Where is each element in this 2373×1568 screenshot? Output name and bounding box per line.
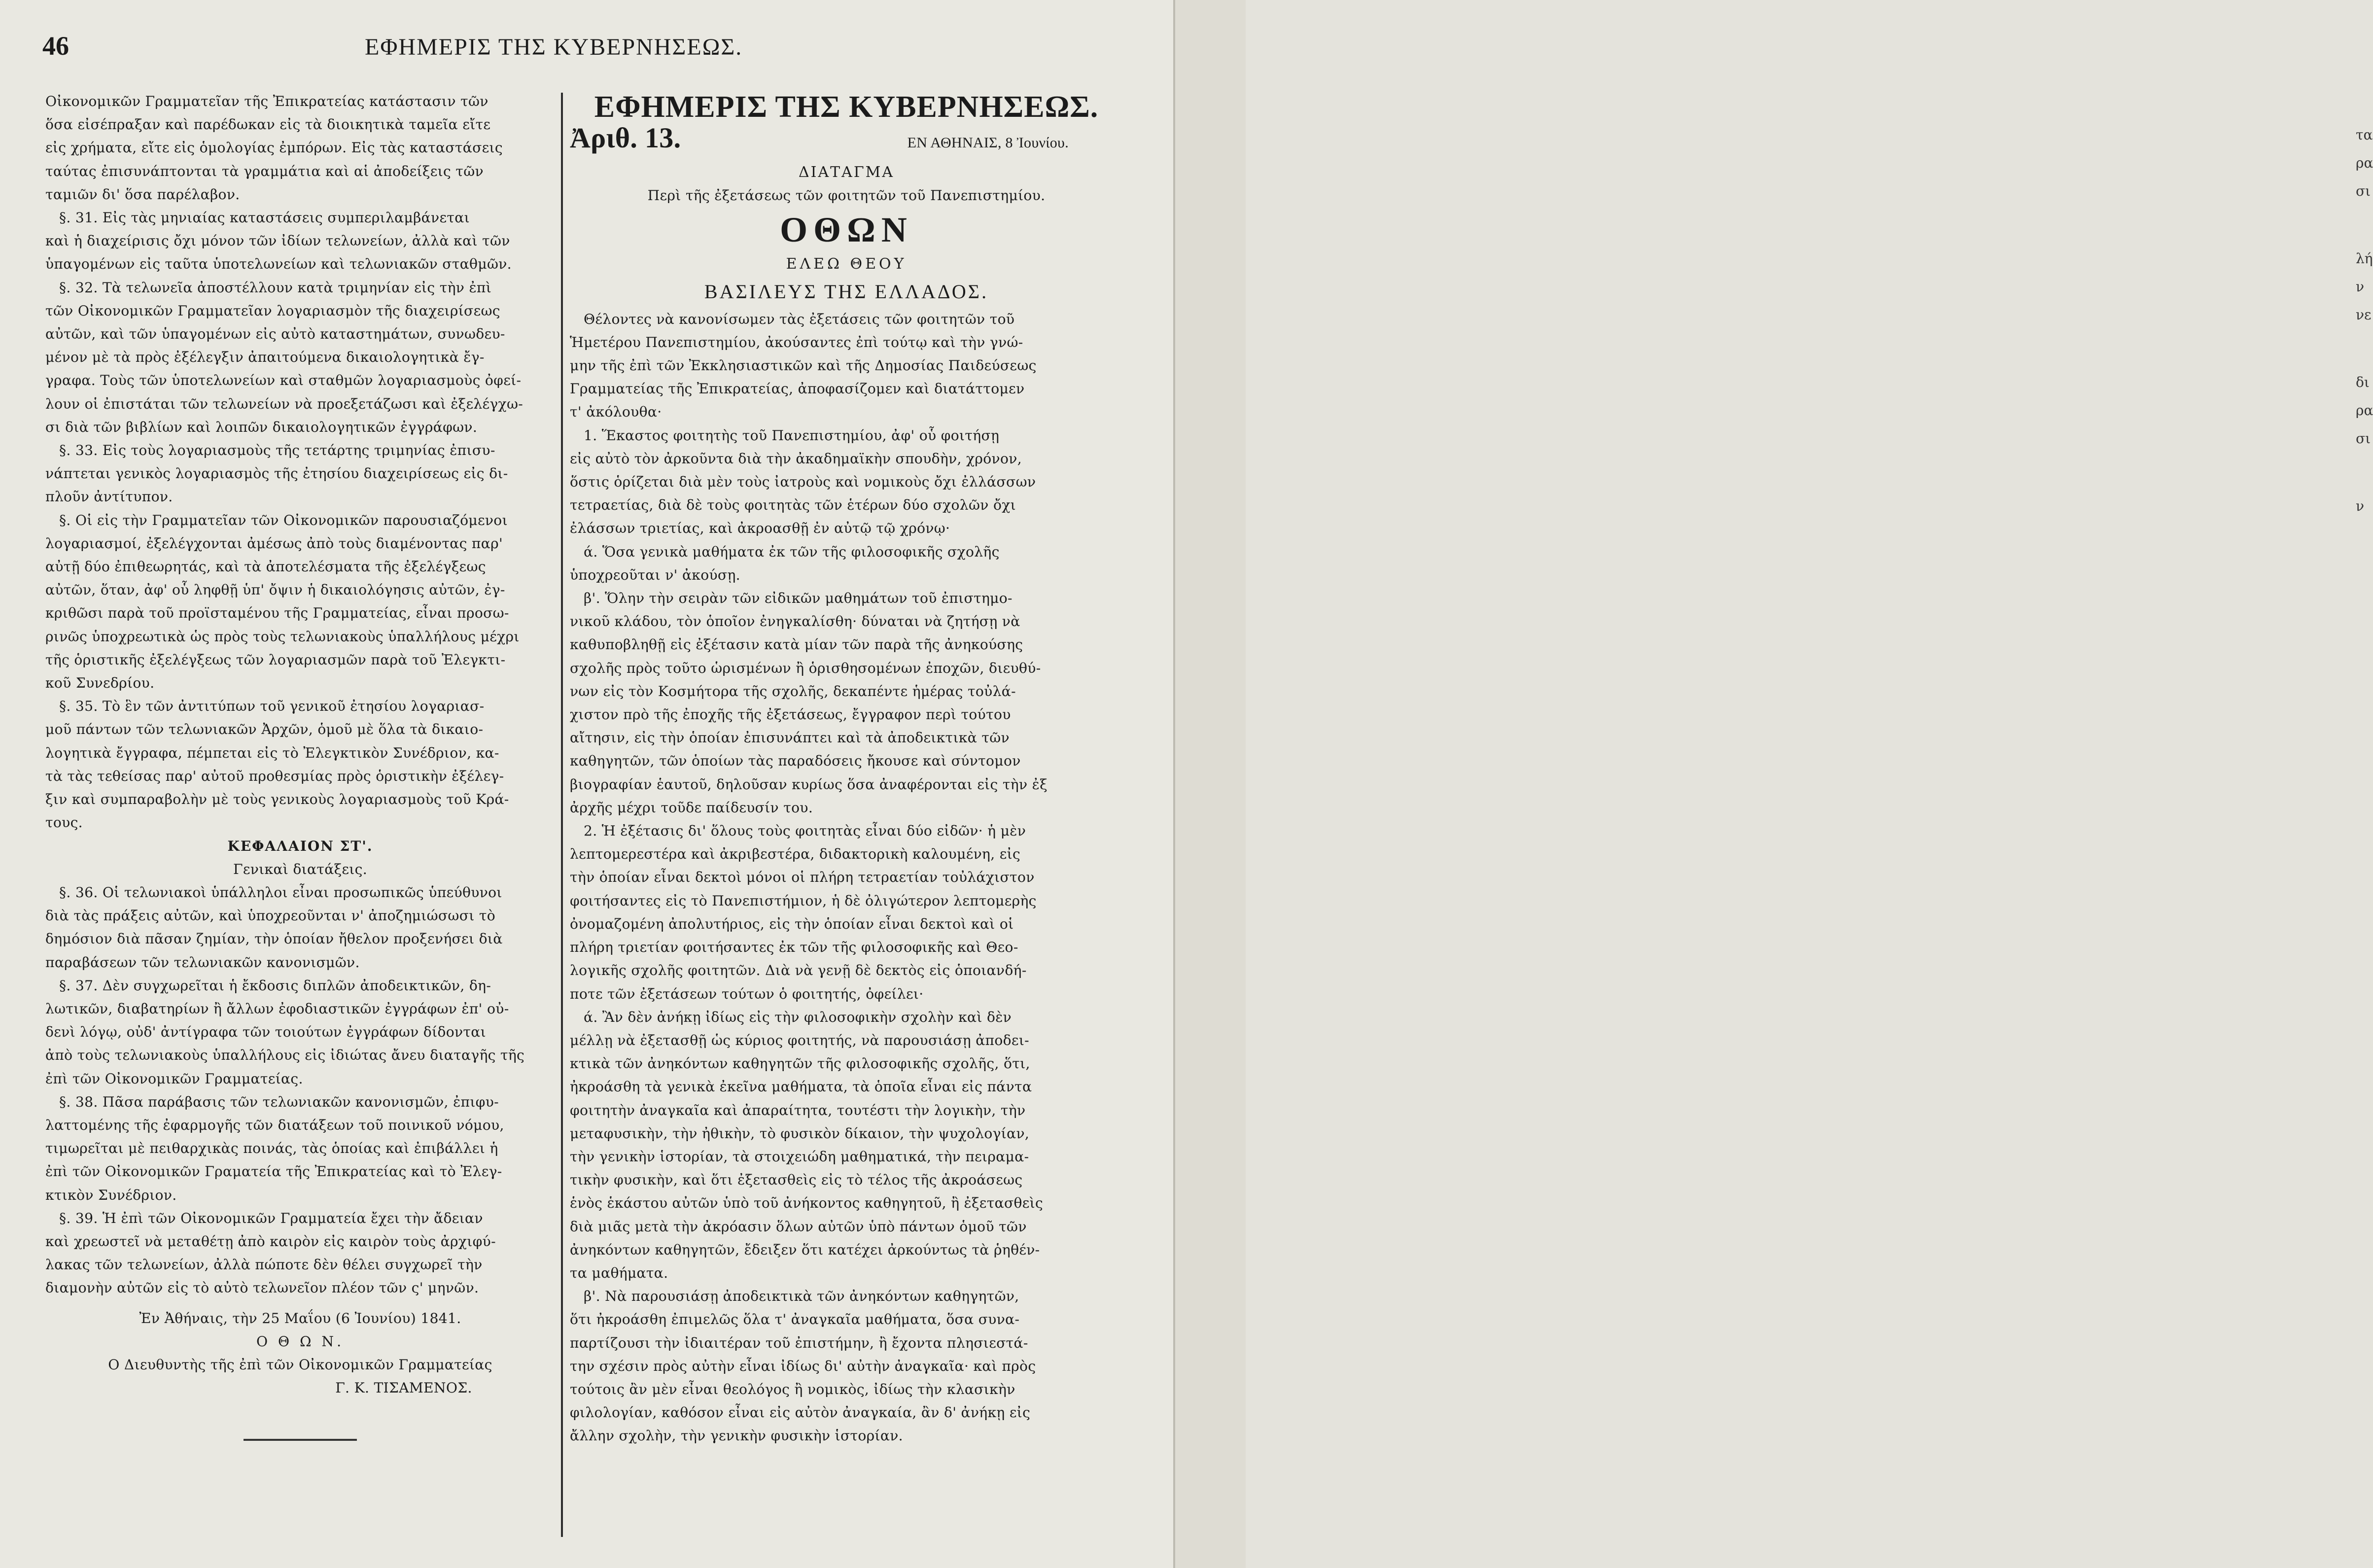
signature-title: Ο Διευθυντὴς τῆς ἐπὶ τῶν Οἰκονομικῶν Γραμματείας bbox=[108, 1356, 492, 1373]
text-line: αἴτησιν, εἰς τὴν ὁποίαν ἐπισυνάπτει καὶ τὰ ἀποδεικτικὰ τῶν bbox=[570, 730, 1010, 746]
text-line: εἰς χρήματα, εἴτε εἰς ὁμολογίας ἐμπόρων. Εἰς τὰς καταστάσεις bbox=[45, 139, 503, 156]
column-divider bbox=[561, 93, 563, 1537]
text-line: πλήρη τριετίαν φοιτήσαντες ἐκ τῶν τῆς φιλοσοφικῆς καὶ Θεο- bbox=[570, 939, 1018, 956]
adjacent-page-edge bbox=[1173, 0, 2373, 1568]
location-date: ΕΝ ΑΘΗΝΑΙΣ, 8 Ἰουνίου. bbox=[907, 135, 1069, 151]
text-line: §. 35. Τὸ ἓν τῶν ἀντιτύπων τοῦ γενικοῦ ἐτησίου λογαριασ- bbox=[59, 698, 485, 715]
text-line: ὅτι ἠκροάσθη ἐπιμελῶς ὅλα τ' ἀναγκαῖα μαθήματα, ὅσα συνα- bbox=[570, 1311, 1020, 1328]
fragment-text: ν bbox=[2356, 498, 2365, 514]
issue-line bbox=[570, 122, 1123, 161]
running-title: ΕΦΗΜΕΡΙΣ ΤΗΣ ΚΥΒΕΡΝΗΣΕΩΣ. bbox=[365, 34, 743, 60]
text-line: λεπτομερεστέρα καὶ ἀκριβεστέρα, διδακτορικὴ καλουμένη, εἰς bbox=[570, 846, 1021, 863]
text-line: φοιτήσαντες εἰς τὸ Πανεπιστήμιον, ἡ δὲ ὀλιγώτερον λεπτομερὴς bbox=[570, 892, 1037, 909]
text-line: διὰ τὰς πράξεις αὐτῶν, καὶ ὑποχρεοῦνται ν' ἀποζημιώσωσι τὸ bbox=[45, 907, 496, 924]
text-line: αὐτῶν, καὶ τῶν ὑπαγομένων εἰς αὐτὸ καταστημάτων, συνωδευ- bbox=[45, 326, 505, 343]
fragment-text: δι bbox=[2356, 374, 2370, 390]
text-line: τούτοις ἂν μὲν εἶναι θεολόγος ἢ νομικὸς, ἰδίως τὴν κλασικὴν bbox=[570, 1381, 1015, 1397]
text-line: μην τῆς ἐπὶ τῶν Ἐκκλησιαστικῶν καὶ τῆς Δημοσίας Παιδεύσεως bbox=[570, 357, 1037, 374]
text-line: τῆς ὁριστικῆς ἐξελέγξεως τῶν λογαριασμῶν παρὰ τοῦ Ἐλεγκτι- bbox=[45, 651, 506, 668]
document-type: ΔΙΑΤΑΓΜΑ bbox=[798, 164, 895, 181]
text-line: §. Οἱ εἰς τὴν Γραμματεῖαν τῶν Οἰκονομικῶν παρουσιαζόμενοι bbox=[59, 512, 508, 528]
decree-subject: Περὶ τῆς ἐξετάσεως τῶν φοιτητῶν τοῦ Πανεπιστημίου. bbox=[647, 187, 1046, 204]
text-line: καὶ ἡ διαχείρισις ὄχι μόνον τῶν ἰδίων τελωνείων, ἀλλὰ καὶ τῶν bbox=[45, 233, 510, 249]
fragment-text: ρα bbox=[2356, 155, 2373, 171]
text-line: ξιν καὶ συμπαραβολὴν μὲ τοὺς γενικοὺς λογαριασμοὺς τοῦ Κρά- bbox=[45, 791, 509, 808]
end-rule bbox=[244, 1439, 357, 1441]
text-line: Ἡμετέρου Πανεπιστημίου, ἀκούσαντες ἐπὶ τούτῳ καὶ τὴν γνώ- bbox=[570, 334, 1023, 350]
text-line: πλοῦν ἀντίτυπον. bbox=[45, 488, 173, 505]
text-line: ρινῶς ὑποχρεωτικὰ ὡς πρὸς τοὺς τελωνιακοὺς ὑπαλλήλους μέχρι bbox=[45, 628, 520, 645]
decree-date-line: Ἐν Ἀθήναις, τὴν 25 Μαΐου (6 Ἰουνίου) 1841. bbox=[139, 1310, 461, 1326]
text-line: §. 36. Οἱ τελωνιακοὶ ὑπάλληλοι εἶναι προσωπικῶς ὑπεύθυνοι bbox=[59, 884, 502, 901]
text-line: καθηγητῶν, τῶν ὁποίων τὰς παραδόσεις ἤκουσε καὶ σύντομον bbox=[570, 753, 1021, 769]
text-line: αὐτῇ δύο ἐπιθεωρητάς, καὶ τὰ ἀποτελέσματα τῆς ἐξελέγξεως bbox=[45, 558, 486, 575]
text-line: τα μαθήματα. bbox=[570, 1264, 668, 1281]
text-line: καὶ χρεωστεῖ νὰ μεταθέτῃ ἀπὸ καιρὸν εἰς καιρὸν τοὺς ἀρχιφύ- bbox=[45, 1233, 496, 1250]
text-line: ἐπὶ τῶν Οἰκονομικῶν Γραματεία τῆς Ἐπικρατείας καὶ τὸ Ἐλεγ- bbox=[45, 1163, 502, 1180]
issue-number: Ἀριθ. 13. bbox=[570, 122, 681, 154]
text-line: τὴν γενικὴν ἱστορίαν, τὰ στοιχειώδη μαθηματικά, τὴν πειραμα- bbox=[570, 1148, 1029, 1165]
text-line: §. 32. Τὰ τελωνεῖα ἀποστέλλουν κατὰ τριμηνίαν εἰς τὴν ἐπὶ bbox=[59, 279, 492, 296]
text-line: Γραμματείας τῆς Ἐπικρατείας, ἀποφασίζομεν καὶ διατάττομεν bbox=[570, 381, 1025, 397]
text-line: διαμονὴν αὐτῶν εἰς τὸ αὐτὸ τελωνεῖον πλέον τῶν ς' μηνῶν. bbox=[45, 1280, 479, 1296]
text-line: β'. Νὰ παρουσιάσῃ ἀποδεικτικὰ τῶν ἀνηκόντων καθηγητῶν, bbox=[584, 1288, 1019, 1305]
text-line: 1. Ἕκαστος φοιτητὴς τοῦ Πανεπιστημίου, ἀφ' οὗ φοιτήσῃ bbox=[584, 427, 1000, 444]
text-line: διὰ μιᾶς μετὰ τὴν ἀκρόασιν ὅλων αὐτῶν ὑπὸ πάντων ὁμοῦ τῶν bbox=[570, 1218, 1027, 1235]
text-line: τετραετίας, διὰ δὲ τοὺς φοιτητὰς τῶν ἑτέρων δύο σχολῶν ὄχι bbox=[570, 497, 1016, 514]
adjacent-page-fragments bbox=[2356, 123, 2373, 523]
text-line: 2. Ἡ ἐξέτασις δι' ὅλους τοὺς φοιτητὰς εἶναι δύο εἰδῶν· ἡ μὲν bbox=[584, 823, 1026, 839]
king-title: ΒΑΣΙΛΕΥΣ ΤΗΣ ΕΛΛΑΔΟΣ. bbox=[704, 280, 989, 303]
text-line: μένον μὲ τὰ πρὸς ἐξέλεγξιν ἀπαιτούμενα δικαιολογητικὰ ἔγ- bbox=[45, 349, 485, 366]
text-line: κριθῶσι παρὰ τοῦ προϊσταμένου τῆς Γραμματείας, εἶναι προσω- bbox=[45, 605, 509, 622]
text-line: σι διὰ τῶν βιβλίων καὶ λοιπῶν δικαιολογητικῶν ἐγγράφων. bbox=[45, 418, 478, 435]
text-line: φοιτητὴν ἀναγκαῖα καὶ ἀπαραίτητα, τουτέστι τὴν λογικὴν, τὴν bbox=[570, 1102, 1026, 1118]
fragment-text: τα bbox=[2356, 127, 2373, 143]
text-line: ταύτας ἐπισυνάπτονται τὰ γραμμάτια καὶ αἱ ἀποδείξεις τῶν bbox=[45, 163, 484, 179]
text-line: τικὴν φυσικὴν, καὶ ὅτι ἐξετασθεὶς εἰς τὸ τέλος τῆς ἀκροάσεως bbox=[570, 1172, 1023, 1188]
text-line: Θέλοντες νὰ κανονίσωμεν τὰς ἐξετάσεις τῶν φοιτητῶν τοῦ bbox=[584, 311, 1015, 327]
signature-name: Ο Θ Ω Ν. bbox=[256, 1333, 345, 1350]
text-line: ἐλάσσων τριετίας, καὶ ἀκροασθῇ ἐν αὐτῷ τῷ χρόνῳ· bbox=[570, 520, 950, 537]
text-line: εἰς αὐτὸ τὸν ἀρκοῦντα διὰ τὴν ἀκαδημαϊκὴν σπουδὴν, χρόνον, bbox=[570, 450, 1022, 467]
text-line: ταμιῶν δι' ὅσα παρέλαβον. bbox=[45, 186, 240, 203]
text-line: ἀρχῆς μέχρι τοῦδε παίδευσίν του. bbox=[570, 799, 813, 816]
text-line: §. 37. Δὲν συγχωρεῖται ἡ ἔκδοσις διπλῶν ἀποδεικτικῶν, δη- bbox=[59, 977, 491, 994]
text-line: ά. Ὅσα γενικὰ μαθήματα ἐκ τῶν τῆς φιλοσοφικῆς σχολῆς bbox=[584, 543, 1000, 560]
text-line: τὰ τὰς τεθείσας παρ' αὐτοῦ προθεσμίας πρὸς ὁριστικὴν ἐξέλεγ- bbox=[45, 767, 504, 784]
text-line: ά. Ἂν δὲν ἀνήκῃ ἰδίως εἰς τὴν φιλοσοφικὴν σχολὴν καὶ δὲν bbox=[584, 1009, 1012, 1025]
text-line: ὅσα εἰσέπραξαν καὶ παρέδωκαν εἰς τὰ διοικητικὰ ταμεῖα εἴτε bbox=[45, 116, 491, 133]
text-line: κτικὰ τῶν ἀνηκόντων καθηγητῶν τῆς φιλοσοφικῆς σχολῆς, ὅτι, bbox=[570, 1055, 1030, 1072]
chapter-subtitle: Γενικαὶ διατάξεις. bbox=[233, 861, 368, 877]
text-line: ἠκροάσθη τὰ γενικὰ ἐκεῖνα μαθήματα, τὰ ὁποῖα εἶναι εἰς πάντα bbox=[570, 1079, 1032, 1095]
text-line: λωτικῶν, διαβατηρίων ἢ ἄλλων ἐφοδιαστικῶν ἐγγράφων ἐπ' οὐ- bbox=[45, 1000, 509, 1017]
text-line: μοῦ πάντων τῶν τελωνιακῶν Ἀρχῶν, ὁμοῦ μὲ ὅλα τὰ δικαιο- bbox=[45, 721, 484, 738]
text-line: ὑποχρεοῦται ν' ἀκούσῃ. bbox=[570, 566, 740, 583]
left-column bbox=[45, 90, 555, 1441]
text-line: λογητικὰ ἔγγραφα, πέμπεται εἰς τὸ Ἐλεγκτικὸν Συνέδριον, κα- bbox=[45, 744, 499, 761]
text-line: νικοῦ κλάδου, τὸν ὁποῖον ἐνηγκαλίσθη· δύναται νὰ ζητήσῃ νὰ bbox=[570, 613, 1020, 630]
fragment-text: λή bbox=[2356, 250, 2373, 267]
right-column-text bbox=[570, 308, 1123, 1448]
text-line: Οἰκονομικῶν Γραμματεῖαν τῆς Ἐπικρατείας κατάστασιν τῶν bbox=[45, 93, 489, 109]
left-column-text bbox=[45, 90, 555, 835]
newspaper-page bbox=[0, 0, 1173, 1568]
text-line: τ' ἀκόλουθα· bbox=[570, 404, 662, 420]
text-line: παραβάσεων τῶν τελωνιακῶν κανονισμῶν. bbox=[45, 954, 360, 971]
text-line: §. 38. Πᾶσα παράβασις τῶν τελωνιακῶν κανονισμῶν, ἐπιφυ- bbox=[59, 1093, 499, 1110]
by-grace-of-god: ΕΛΕΩ ΘΕΟΥ bbox=[786, 255, 907, 273]
text-line: φιλολογίαν, καθόσον εἶναι εἰς αὐτὸν ἀναγκαία, ἂν δ' ἀνήκῃ εἰς bbox=[570, 1404, 1031, 1421]
text-line: νων εἰς τὸν Κοσμήτορα τῆς σχολῆς, δεκαπέντε ἡμέρας τοὐλά- bbox=[570, 683, 1016, 699]
text-line: λουν οἱ ἐπιστάται τῶν τελωνείων νὰ προεξετάζωσι καὶ ἐξελέγχω- bbox=[45, 395, 523, 412]
text-line: ὅστις ὁρίζεται διὰ μὲν τοὺς ἰατροὺς καὶ νομικοὺς ὄχι ἐλλάσσων bbox=[570, 474, 1036, 490]
king-name: ΟΘΩΝ bbox=[780, 210, 913, 250]
text-line: μέλλῃ νὰ ἐξετασθῇ ὡς κύριος φοιτητής, νὰ παρουσιάσῃ ἀποδει- bbox=[570, 1032, 1029, 1048]
text-line: τιμωρεῖται μὲ πειθαρχικὰς ποινάς, τὰς ὁποίας καὶ ἐπιβάλλει ἡ bbox=[45, 1140, 498, 1157]
text-line: ἑνὸς ἑκάστου αὐτῶν ὑπὸ τοῦ ἀνήκοντος καθηγητοῦ, ἢ ἐξετασθεὶς bbox=[570, 1195, 1044, 1212]
text-line: καθυποβληθῇ εἰς ἐξέτασιν κατὰ μίαν τῶν παρὰ τῆς ἀνηκούσης bbox=[570, 636, 1023, 653]
text-line: νάπτεται γενικὸς λογαριασμὸς τῆς ἐτησίου διαχειρίσεως εἰς δι- bbox=[45, 465, 508, 482]
text-line: λαττομένης τῆς ἐφαρμογῆς τῶν διατάξεων τοῦ ποινικοῦ νόμου, bbox=[45, 1116, 504, 1133]
chapter-title: ΚΕΦΑΛΑΙΟΝ ΣΤ'. bbox=[227, 837, 373, 854]
text-line: κτικὸν Συνέδριον. bbox=[45, 1186, 177, 1203]
text-line: παρτίζουσι τὴν ἰδιαιτέραν τοῦ ἐπιστήμην, ἢ ἔχοντα πλησιεστά- bbox=[570, 1334, 1028, 1351]
text-line: λογικῆς σχολῆς φοιτητῶν. Διὰ νὰ γενῇ δὲ δεκτὸς εἰς ὁποιανδή- bbox=[570, 962, 1027, 979]
text-line: ἀπὸ τοὺς τελωνιακοὺς ὑπαλλήλους εἰς ἰδιώτας ἄνευ διαταγῆς τῆς bbox=[45, 1047, 525, 1064]
text-line: αὐτῶν, ὅταν, ἀφ' οὗ ληφθῇ ὑπ' ὄψιν ἡ δικαιολόγησις αὐτῶν, ἐγ- bbox=[45, 582, 505, 598]
text-line: χιστον πρὸ τῆς ἐποχῆς τῆς ἐξετάσεως, ἔγγραφον περὶ τούτου bbox=[570, 706, 1011, 723]
right-column bbox=[570, 88, 1123, 1448]
text-line: μεταφυσικὴν, τὴν ἠθικὴν, τὸ φυσικὸν δίκαιον, τὴν ψυχολογίαν, bbox=[570, 1125, 1030, 1142]
fragment-text: ρα bbox=[2356, 402, 2373, 418]
text-line: λογαριασμοί, ἐξελέγχονται ἀμέσως ἀπὸ τοὺς διαμένοντας παρ' bbox=[45, 535, 503, 552]
text-line: βιογραφίαν ἑαυτοῦ, δηλοῦσαν κυρίως ὅσα ἀναφέρονται εἰς τὴν ἐξ bbox=[570, 776, 1047, 793]
text-line: γραφα. Τοὺς τῶν ὑποτελωνείων καὶ σταθμῶν λογαριασμοὺς ὀφεί- bbox=[45, 372, 522, 389]
text-line: §. 31. Εἰς τὰς μηνιαίας καταστάσεις συμπεριλαμβάνεται bbox=[59, 209, 470, 226]
text-line: τους. bbox=[45, 814, 83, 831]
text-line: ὑπαγομένων εἰς ταῦτα ὑποτελωνείων καὶ τελωνιακῶν σταθμῶν. bbox=[45, 256, 512, 273]
text-line: τῶν Οἰκονομικῶν Γραμματεῖαν λογαριασμὸν τῆς διαχειρίσεως bbox=[45, 302, 500, 319]
fragment-text: σι bbox=[2356, 183, 2371, 199]
text-line: δημόσιον διὰ πᾶσαν ζημίαν, τὴν ὁποίαν ἤθελον προξενήσει διὰ bbox=[45, 931, 503, 947]
text-line: β'. Ὅλην τὴν σειρὰν τῶν εἰδικῶν μαθημάτων τοῦ ἐπιστημο- bbox=[584, 590, 1012, 607]
text-line: §. 39. Ἡ ἐπὶ τῶν Οἰκονομικῶν Γραμματεία ἔχει τὴν ἄδειαν bbox=[59, 1210, 483, 1226]
text-line: τὴν ὁποίαν εἶναι δεκτοὶ μόνοι οἱ πλήρη τετραετίαν τοὐλάχιστον bbox=[570, 869, 1035, 886]
fragment-text: νε bbox=[2356, 307, 2372, 323]
text-line: σχολῆς πρὸς τοῦτο ὡρισμένων ἢ ὁρισθησομένων ἐποχῶν, διευθύ- bbox=[570, 660, 1041, 676]
text-line: ἄλλην σχολὴν, τὴν γενικὴν φυσικὴν ἱστορίαν. bbox=[570, 1428, 903, 1444]
signature-person: Γ. Κ. ΤΙΣΑΜΕΝΟΣ. bbox=[335, 1380, 472, 1396]
fragment-text: ν bbox=[2356, 279, 2365, 295]
text-line: λακας τῶν τελωνείων, ἀλλὰ πώποτε δὲν θέλει συγχωρεῖ τὴν bbox=[45, 1256, 483, 1273]
text-line: ἐπὶ τῶν Οἰκονομικῶν Γραμματείας. bbox=[45, 1070, 303, 1087]
page-number: 46 bbox=[42, 31, 69, 61]
text-line: ποτε τῶν ἐξετάσεων τούτων ὁ φοιτητής, ὀφείλει· bbox=[570, 985, 924, 1002]
text-line: δενὶ λόγῳ, οὐδ' ἀντίγραφα τῶν τοιούτων ἐγγράφων δίδονται bbox=[45, 1024, 486, 1041]
page-header bbox=[39, 31, 1124, 65]
masthead: ΕΦΗΜΕΡΙΣ ΤΗΣ ΚΥΒΕΡΝΗΣΕΩΣ. bbox=[594, 90, 1099, 124]
text-line: την σχέσιν πρὸς αὐτὴν εἶναι ἰδίως δι' αὐτὴν ἀναγκαῖα· καὶ πρὸς bbox=[570, 1358, 1036, 1374]
text-line: ὀνομαζομένη ἀπολυτήριος, εἰς τὴν ὁποίαν εἶναι δεκτοὶ καὶ οἱ bbox=[570, 915, 1014, 932]
text-line: κοῦ Συνεδρίου. bbox=[45, 675, 155, 692]
left-column-text-2 bbox=[45, 881, 555, 1300]
fragment-text: σι bbox=[2356, 430, 2371, 447]
text-line: ἀνηκόντων καθηγητῶν, ἔδειξεν ὅτι κατέχει ἀρκούντως τὰ ῥηθέν- bbox=[570, 1241, 1040, 1258]
text-line: §. 33. Εἰς τοὺς λογαριασμοὺς τῆς τετάρτης τριμηνίας ἐπισυ- bbox=[59, 442, 495, 459]
